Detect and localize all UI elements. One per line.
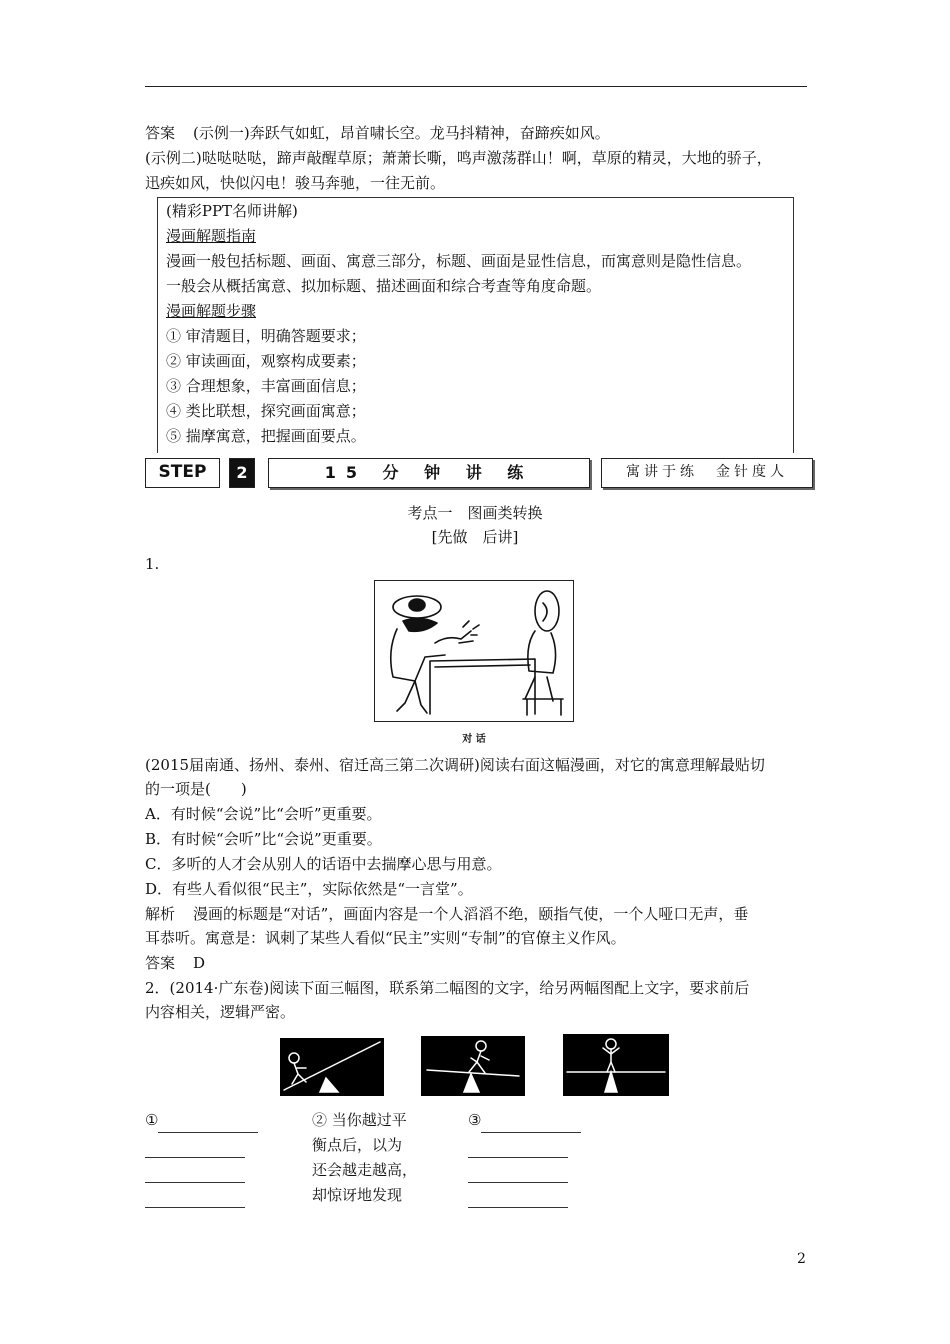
q1-analysis-line-1 [145,902,815,926]
guide-step-5: ⑤ 揣摩寓意，把握画面要点。 [166,427,366,445]
q2-column-2 [312,1108,417,1208]
answer-line-3: 迅疾如风，快似闪电！骏马奔驰，一往无前。 [145,174,446,192]
blank-line[interactable] [145,1166,245,1183]
guide-section1-line2: 一般会从概括寓意、拟加标题、描述画面和综合考查等角度命题。 [166,277,602,295]
guide-step-3: ③ 合理想象，丰富画面信息； [166,377,366,395]
q1-stem-line-1: (2015届南通、扬州、泰州、宿迁高三第二次调研)阅读右面这幅漫画，对它的寓意理解最贴切 [145,756,765,774]
seesaw-illustration-1 [280,1038,384,1096]
q1-option-a: A．有时候“会说”比“会听”更重要。 [145,805,382,823]
blank-line[interactable] [158,1116,258,1133]
marker-circled-1: ① [145,1111,159,1129]
answer-line-1 [145,121,815,145]
q2-stem-line-2: 内容相关，逻辑严密。 [145,1003,296,1021]
guide-box [157,197,794,453]
answer-label: 答案 [145,124,176,142]
section-subtitle: [先做 后讲] [431,528,519,546]
answer-value: D [193,954,206,972]
q1-stem-line-2: 的一项是( ) [145,780,247,798]
q1-option-d: D．有些人看似很“民主”，实际依然是“一言堂”。 [145,880,473,898]
q2-col2-line-1: ② 当你越过平 [312,1111,407,1129]
seesaw-illustration-2 [421,1036,525,1096]
blank-line[interactable] [481,1116,581,1133]
seesaw-illustration-3 [563,1034,669,1096]
seesaw-figure-1 [280,1038,384,1096]
seesaw-figure-3 [563,1034,669,1096]
blank-line[interactable] [468,1191,568,1208]
analysis-text: 漫画的标题是“对话”，画面内容是一个人滔滔不绝，颐指气使，一个人哑口无声，垂 [193,905,749,923]
q2-col2-line-4: 却惊讶地发现 [312,1186,403,1204]
seesaw-figure-2 [421,1036,525,1096]
q2-col2-line-2: 衡点后，以为 [312,1136,403,1154]
step-title: 15 分 钟 讲 练 [268,458,590,488]
q1-analysis-line-2: 耳恭听。寓意是：讽刺了某些人看似“民主”实则“专制”的官僚主义作风。 [145,929,626,947]
q1-answer [145,951,815,975]
figure-caption: 对 话 [462,734,486,745]
q2-column-3 [468,1108,581,1208]
answer-text: (示例一)奔跃气如虹，昂首啸长空。龙马抖精神，奋蹄疾如风。 [193,124,610,142]
header-rule [145,86,807,87]
blank-line[interactable] [468,1166,568,1183]
blank-line[interactable] [145,1141,245,1158]
q1-option-c: C．多听的人才会从别人的话语中去揣摩心思与用意。 [145,855,502,873]
step-motto: 寓讲于练 金针度人 [601,458,813,488]
marker-circled-3: ③ [468,1111,482,1129]
answer-line-2: (示例二)哒哒哒哒，蹄声敲醒草原；萧萧长嘶，鸣声激荡群山！啊，草原的精灵，大地的骄子， [145,149,772,167]
cartoon-dialogue-figure [374,580,574,722]
blank-line[interactable] [468,1141,568,1158]
blank-line[interactable] [145,1191,245,1208]
q1-number: 1. [145,555,160,573]
section-title: 考点一 图画类转换 [407,504,543,522]
guide-section2-title: 漫画解题步骤 [166,302,257,320]
guide-step-4: ④ 类比联想，探究画面寓意； [166,402,366,420]
answer-label: 答案 [145,954,176,972]
guide-step-1: ① 审清题目，明确答题要求； [166,327,366,345]
cartoon-dialogue-illustration [375,581,572,720]
step-label: STEP [145,458,220,488]
q2-stem-line-1: 2．(2014·广东卷)阅读下面三幅图，联系第二幅图的文字，给另两幅图配上文字，要求前后 [145,979,750,997]
guide-section1-title: 漫画解题指南 [166,227,257,245]
guide-section1-line1: 漫画一般包括标题、画面、寓意三部分，标题、画面是显性信息，而寓意则是隐性信息。 [166,252,752,270]
analysis-label: 解析 [145,905,176,923]
step-bar [145,458,813,490]
page-number: 2 [797,1251,806,1267]
step-number: 2 [229,458,255,488]
q2-column-1 [145,1108,258,1208]
q1-option-b: B．有时候“会听”比“会说”更重要。 [145,830,382,848]
guide-header: (精彩PPT名师讲解) [166,202,298,220]
guide-step-2: ② 审读画面，观察构成要素； [166,352,366,370]
q2-col2-line-3: 还会越走越高， [312,1161,418,1179]
